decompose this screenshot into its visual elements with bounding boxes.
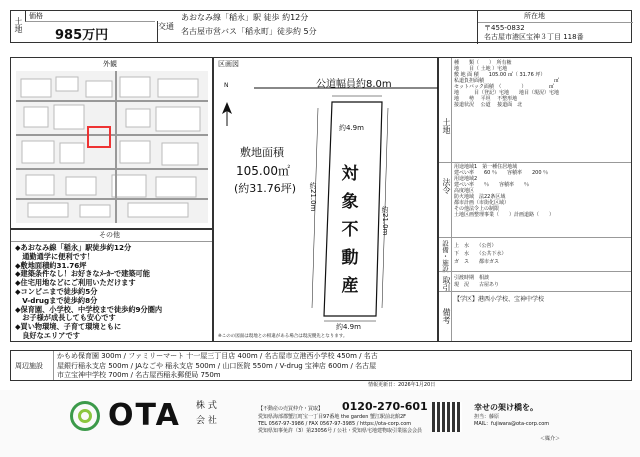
street-map-image bbox=[16, 71, 208, 223]
mail: MAIL：fujiwara@ota-corp.com bbox=[474, 421, 550, 427]
note-line: ◆敷地面積約31.76坪 bbox=[15, 260, 87, 270]
contact-line: TEL 0567-97-3986 / FAX 0567-97-3985 / https://ota-corp.com bbox=[258, 421, 412, 427]
company-line1: 株 式 bbox=[196, 401, 217, 411]
qr-code-icon bbox=[432, 402, 462, 432]
location-label: 所在地 bbox=[524, 12, 545, 20]
price-label: 価格 bbox=[29, 12, 43, 20]
info-date: 情報更新日：2026年1月20日 bbox=[368, 382, 436, 388]
slogan: 幸せの架け橋を。 bbox=[474, 403, 538, 412]
land-section-label: 土地 bbox=[442, 118, 451, 134]
law-rows: 用途地域1 第一種住居地域 建ぺい率 60 ％ 容積率 200 ％ 用途地域2 建ぺい率 ％ 容積率 ％ 高度地区 防火地域 法22条区域 都市計画（市街化区域） その他法令上の制限 土地区画整理事業（ ）計画道路（ ） bbox=[454, 164, 555, 218]
exterior-panel bbox=[10, 57, 213, 229]
law-section-label: 法令 bbox=[442, 178, 451, 194]
note-line: ◆保育園、小学校、中学校まで徒歩約9分圏内 bbox=[15, 304, 163, 314]
agent-label: ＜媒介＞ bbox=[540, 436, 561, 442]
price-value: 985万円 bbox=[55, 28, 109, 43]
land-rows: 種 類（ ） 所有権 地 目（ 土地 ）宅地 敷 地 面 積 105.00 ㎡（ 31.76 坪） 私道負担面積 ㎡ セットバック面積 （ ） ㎡ 地 目（登記）宅地 地目（現況）宅地 地 勢 平坦 不整形地 接道状況 公道 接道面 北 bbox=[454, 60, 560, 108]
lot-diagram bbox=[214, 58, 439, 343]
nearby-label: 周辺施設 bbox=[15, 362, 43, 370]
note-line: ◆住宅用地などにご利用いただけます bbox=[15, 278, 136, 288]
note-line: ◆コンビニまで徒歩約5分 bbox=[15, 286, 98, 296]
notes-section-label: 備考 bbox=[442, 308, 451, 324]
disclaimer: ※このの図面は現地との相違がある場合は現況優先となります。 bbox=[218, 334, 348, 339]
land-label: 土地 bbox=[14, 17, 23, 33]
school-district: 【学区】港西小学校、宝神中学校 bbox=[454, 296, 545, 303]
note-line: 良好なエリアです bbox=[15, 330, 80, 340]
header-bar bbox=[10, 10, 632, 43]
note-line: ◆建築条件なし！お好きなﾒｰｶｰで建築可能 bbox=[15, 269, 150, 279]
details-table bbox=[438, 57, 632, 342]
location-box bbox=[477, 11, 633, 44]
note-line: V-drugまで徒歩約8分 bbox=[15, 295, 98, 305]
person: 担当：藤原 bbox=[474, 414, 500, 420]
transaction-rows: 引渡時期 相談 現 況 古屋あり bbox=[454, 275, 500, 288]
note-line: 通勤通学に便利です！ bbox=[15, 251, 95, 261]
company-line2: 会 社 bbox=[196, 416, 217, 426]
top-width: 約4.9m bbox=[339, 124, 364, 132]
bottom-width: 約4.9m bbox=[336, 323, 361, 331]
price-label-box bbox=[25, 11, 155, 22]
postal-code: 〒455-0832 bbox=[484, 24, 525, 32]
area-map-title: 区画図 bbox=[218, 60, 239, 68]
area-map-panel bbox=[213, 57, 438, 342]
footer bbox=[0, 390, 640, 457]
exterior-title: 外観 bbox=[103, 60, 117, 68]
transit-label: 交通 bbox=[157, 21, 175, 43]
company-address: 愛知県海部郡蟹江町宝一丁目97番地 the garden 蟹江駅前北館2F bbox=[258, 414, 407, 420]
exterior-map bbox=[16, 71, 208, 223]
right-depth: 約21.0m bbox=[381, 206, 389, 236]
transaction-section-label: 取引 bbox=[442, 276, 451, 292]
area-m2: 105.00㎡ bbox=[236, 164, 290, 178]
logo-icon bbox=[70, 401, 100, 431]
area-tsubo: (約31.76坪) bbox=[234, 182, 297, 195]
note-line: ◆あおなみ線「稲永」駅徒歩約12分 bbox=[15, 243, 132, 252]
target-property-label: 対 象 不 動 産 bbox=[341, 164, 359, 296]
facility-section-label: 設備・施設 bbox=[441, 240, 449, 273]
transit-line1: あおなみ線「稲永」駅 徒歩 約12分 bbox=[181, 13, 309, 22]
other-title: その他 bbox=[99, 231, 120, 239]
left-depth: 約21.0m bbox=[309, 182, 317, 212]
phone-number: 0120-270-601 bbox=[342, 400, 428, 413]
nearby-facilities bbox=[10, 350, 632, 381]
license: 愛知県知事免許（3）第23056号 / 公社・愛知県宅地建物取引業協会会員 bbox=[258, 428, 422, 434]
note-line: ◆買い物環境、子育て環境ともに bbox=[15, 322, 122, 332]
north-label: N bbox=[224, 82, 229, 89]
address: 名古屋市港区宝神３丁目 118番 bbox=[484, 33, 584, 41]
logo-text: OTA bbox=[108, 398, 181, 433]
note-line: お子様が成長しても安心です bbox=[15, 313, 116, 323]
facility-rows: 上 水 （公営） 下 水 （公共下水） ガ ス 都市ガス bbox=[454, 243, 507, 265]
other-panel bbox=[10, 229, 213, 342]
area-label: 敷地面積 bbox=[240, 146, 284, 159]
notes-list bbox=[15, 244, 162, 341]
road-width: 公道幅員約8.0m bbox=[316, 79, 392, 90]
nearby-list: かもめ保育園 300m / ファミリーマート 十一屋三丁目店 400m / 名古屋市立港西小学校 450m / 名古 屋銀行稲永支店 500m / JAなごや 稲永支店 500m / 山口医院 550m / V-drug 宝神店 600m / 名古屋 市立宝神中学校 700m / 名古屋西稲永郵便局 750m bbox=[57, 352, 378, 380]
transit-line2: 名古屋市営バス「稲永町」徒歩約 5分 bbox=[181, 27, 317, 36]
dept: 【不動産の売買仲介・買取】 bbox=[258, 406, 324, 412]
